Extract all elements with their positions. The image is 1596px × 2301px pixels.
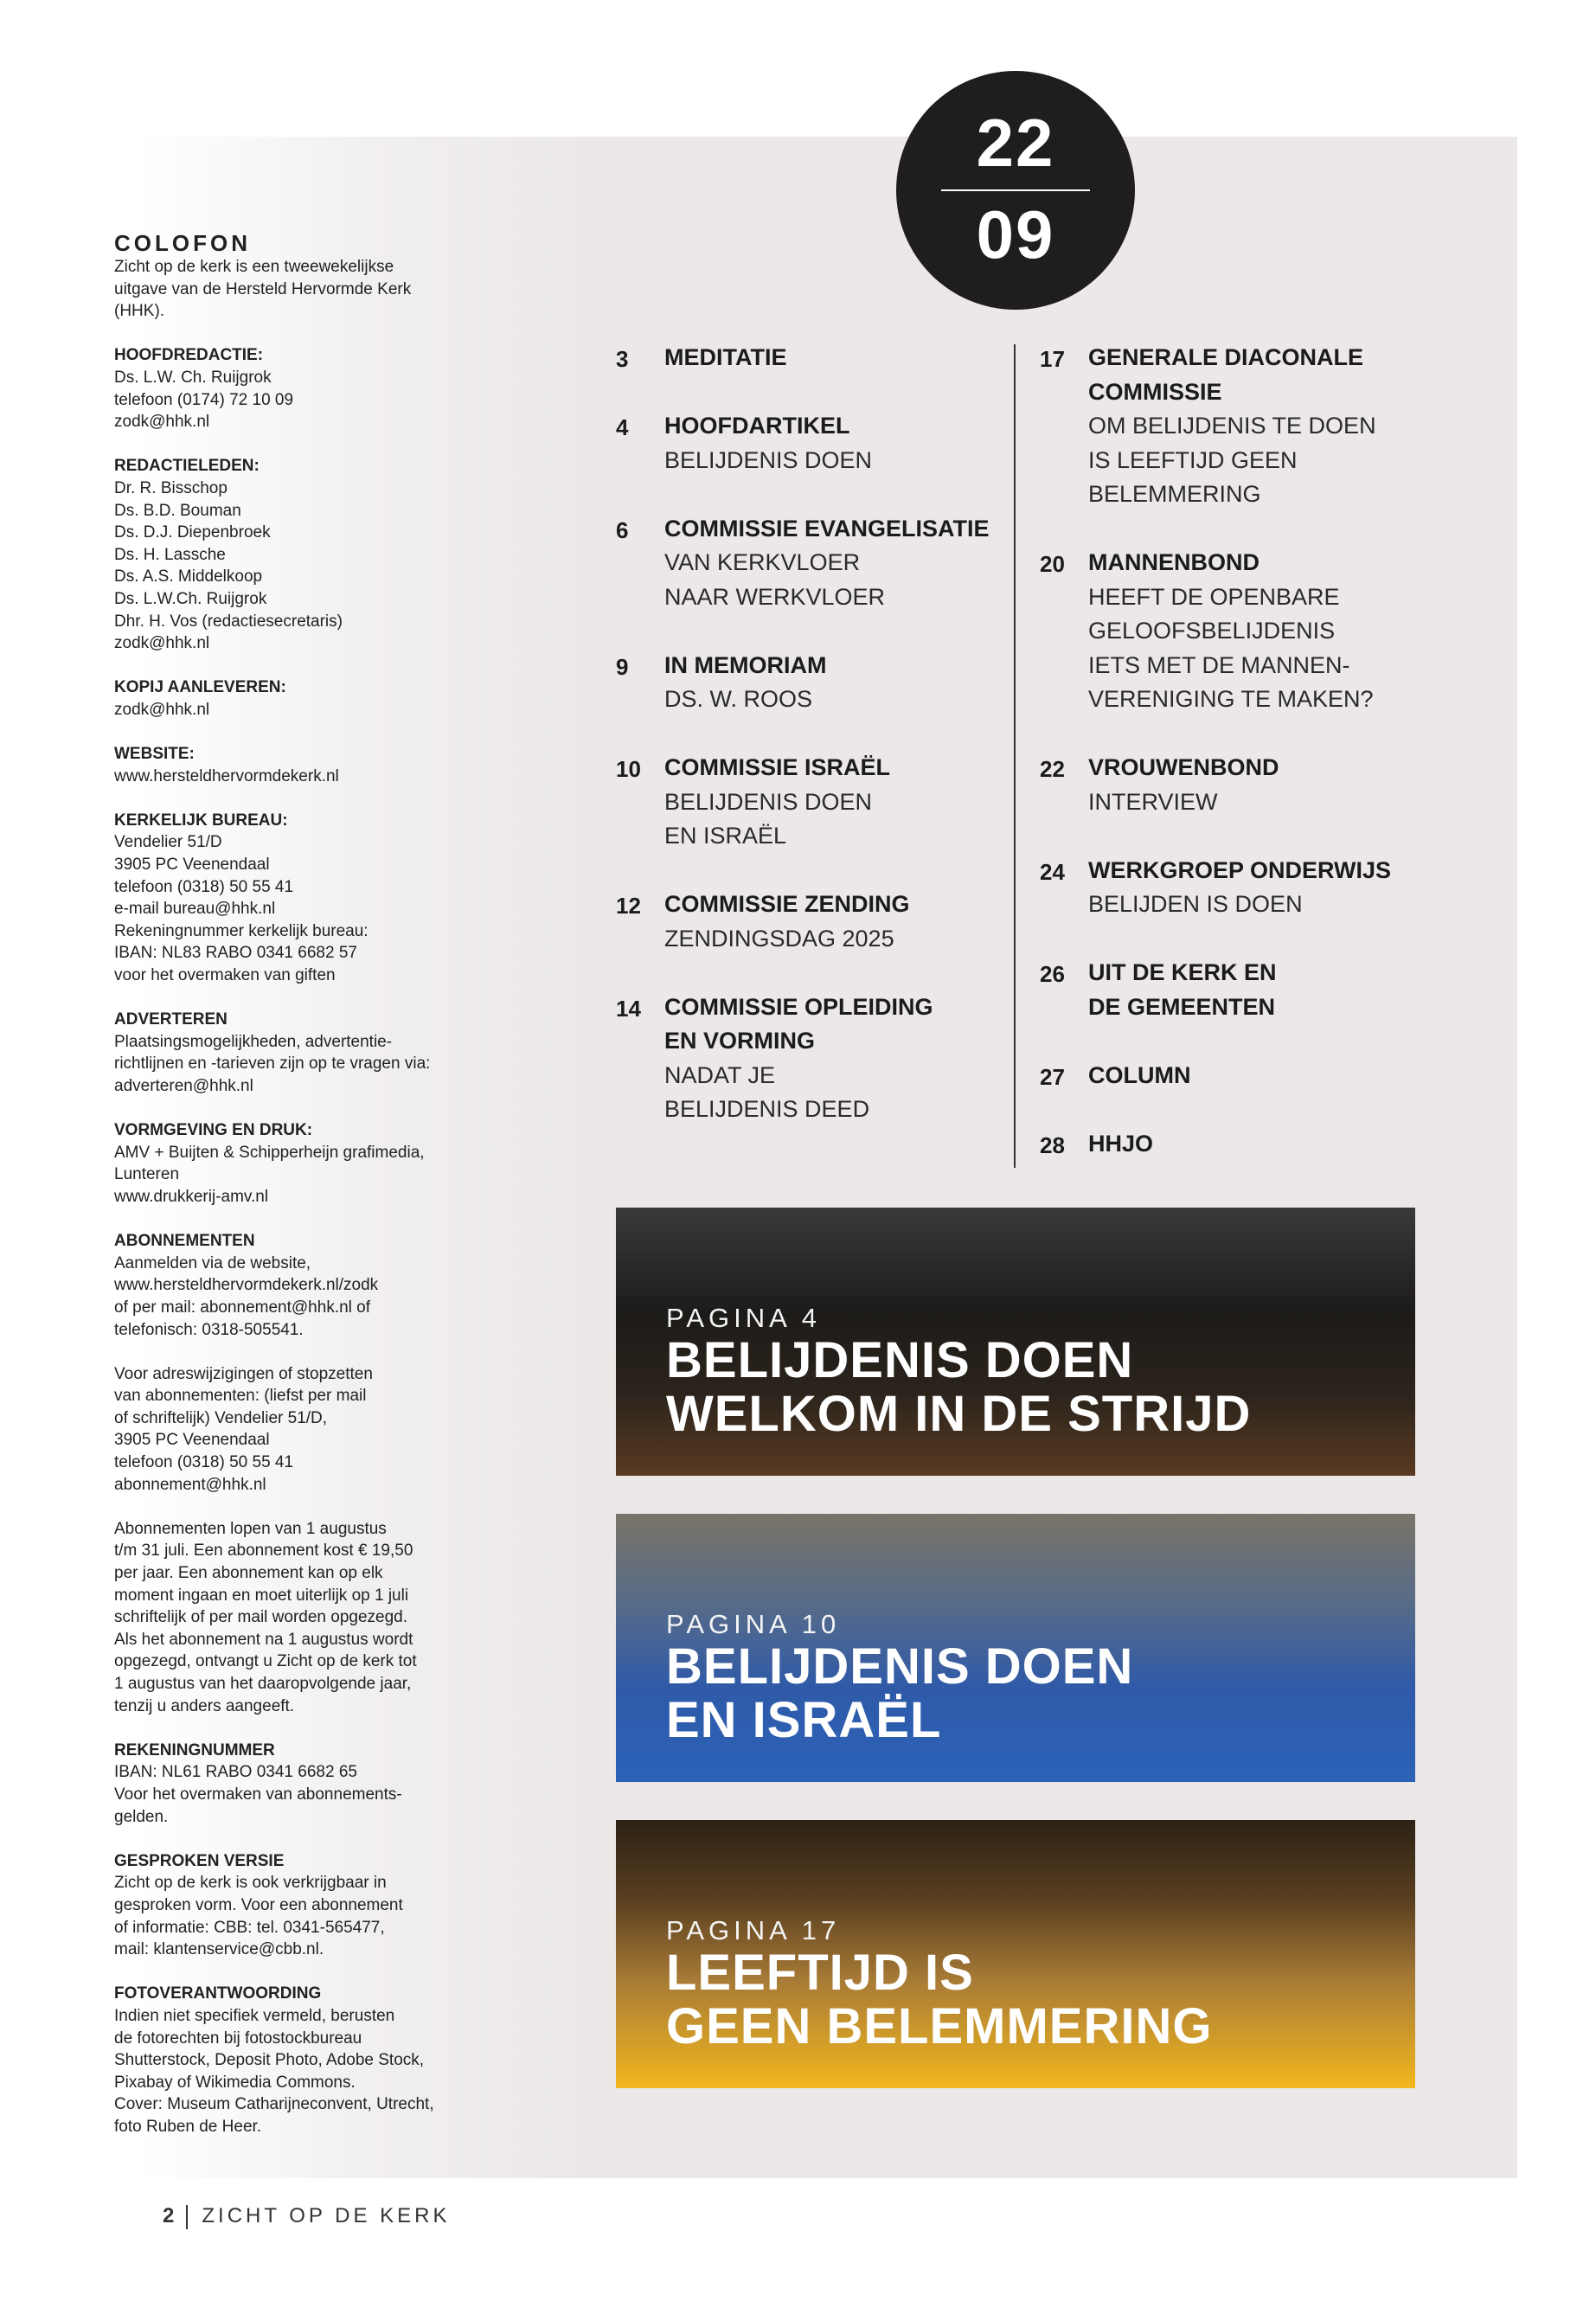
toc-entry-title: COMMISSIE OPLEIDING: [664, 993, 933, 1020]
colofon-line: Aanmelden via de website,: [114, 1253, 311, 1272]
toc-entry-title: MEDITATIE: [664, 344, 787, 370]
toc-entry-text: [1088, 1127, 1460, 1162]
toc-entry-subtitle: NADAT JE: [664, 1061, 776, 1088]
colofon-line: de fotorechten bij fotostockbureau: [114, 2029, 362, 2048]
colofon-line: Lunteren: [114, 1165, 180, 1184]
banner-headline-line: LEEFTIJD IS: [666, 1945, 974, 2001]
toc-entry-text: [1088, 1059, 1460, 1093]
toc-entry-title: MANNENBOND: [1088, 549, 1259, 575]
banner-page-17[interactable]: [616, 1820, 1415, 2088]
colofon-line: Ds. L.W.Ch. Ruijgrok: [114, 589, 267, 608]
colofon-section-title: GESPROKEN VERSIE: [114, 1851, 285, 1870]
colofon-line: Voor het overmaken van abonnements-: [114, 1785, 402, 1804]
colofon-line: 3905 PC Veenendaal: [114, 856, 270, 875]
colofon-line: telefoon (0318) 50 55 41: [114, 1453, 294, 1472]
toc-page-number: 9: [616, 653, 629, 680]
toc-entry-subtitle: BELEMMERING: [1088, 481, 1261, 507]
toc-entry-text: [664, 751, 1036, 854]
colofon-line: t/m 31 juli. Een abonnement kost € 19,50: [114, 1541, 413, 1561]
banner-headline-line: BELIJDENIS DOEN: [666, 1332, 1134, 1388]
toc-entry-subtitle: ZENDINGSDAG 2025: [664, 925, 894, 952]
toc-entry-title: COLUMN: [1088, 1061, 1191, 1088]
colofon-line: Vendelier 51/D: [114, 833, 222, 852]
toc-entry-subtitle: BELIJDENIS DOEN: [664, 446, 873, 473]
colofon-line: www.hersteldhervormdekerk.nl/zodk: [114, 1276, 379, 1295]
banner-kicker: PAGINA 10: [666, 1609, 841, 1639]
toc-entry-subtitle: INTERVIEW: [1088, 788, 1218, 815]
colofon-line: Indien niet specifiek vermeld, berusten: [114, 2006, 395, 2025]
colofon-line: Dhr. H. Vos (redactiesecretaris): [114, 612, 343, 631]
colofon-line: of schriftelijk) Vendelier 51/D,: [114, 1408, 328, 1427]
toc-entry-text: [664, 512, 1036, 615]
colofon-section-title: HOOFDREDACTIE:: [114, 346, 264, 365]
banner-headline-line: WELKOM IN DE STRIJD: [666, 1386, 1252, 1442]
issue-number: 09: [976, 196, 1055, 272]
colofon-line: Dr. R. Bisschop: [114, 478, 228, 497]
colofon-line: mail: klantenservice@cbb.nl.: [114, 1940, 324, 1959]
banner-kicker: PAGINA 17: [666, 1915, 841, 1945]
banner-headline-line: GEEN BELEMMERING: [666, 1998, 1213, 2054]
colofon-section-title: REDACTIELEDEN:: [114, 457, 260, 476]
colofon-sections: [114, 256, 478, 2138]
toc-entry-title: COMMISSIE ZENDING: [664, 891, 910, 917]
colofon-section: [114, 455, 478, 654]
colofon-line: Abonnementen lopen van 1 augustus: [114, 1519, 387, 1538]
toc-divider: [1014, 344, 1016, 1168]
toc-entry-title: HHJO: [1088, 1130, 1154, 1157]
colofon-line: Zicht op de kerk is ook verkrijgbaar in: [114, 1874, 387, 1893]
colofon-section-title: REKENINGNUMMER: [114, 1740, 275, 1759]
colofon-line: zodk@hhk.nl: [114, 700, 210, 719]
colofon-section-title: ADVERTEREN: [114, 1010, 228, 1029]
colofon-section: [114, 1518, 478, 1717]
toc-entry-subtitle: IS LEEFTIJD GEEN: [1088, 446, 1298, 473]
colofon-line: moment ingaan en moet uiterlijk op 1 juli: [114, 1586, 409, 1605]
toc-entry-subtitle: GELOOFSBELIJDENIS: [1088, 618, 1336, 644]
colofon-line: Ds. A.S. Middelkoop: [114, 567, 263, 586]
colofon-line: gesproken vorm. Voor een abonnement: [114, 1895, 403, 1914]
colofon-section-title: ABONNEMENTEN: [114, 1232, 255, 1251]
colofon-section: [114, 256, 478, 323]
colofon-line: www.drukkerij-amv.nl: [114, 1187, 269, 1206]
colofon-line: of per mail: abonnement@hhk.nl of: [114, 1298, 371, 1317]
colofon-line: gelden.: [114, 1807, 169, 1826]
footer-magazine-title: ZICHT OP DE KERK: [202, 2204, 451, 2227]
toc-page-number: 10: [616, 756, 641, 782]
toc-entry-text: [1088, 854, 1460, 922]
footer-page-number: 2: [163, 2204, 175, 2227]
toc-entry-subtitle: BELIJDENIS DOEN: [664, 788, 873, 815]
colofon-line: telefonisch: 0318-505541.: [114, 1320, 304, 1339]
colofon-line: foto Ruben de Heer.: [114, 2117, 262, 2136]
banner-headline-line: EN ISRAËL: [666, 1692, 942, 1748]
colofon-section: [114, 1850, 478, 1961]
colofon-line: opgezegd, ontvangt u Zicht op de kerk tot: [114, 1652, 417, 1671]
colofon-line: tenzij u anders aangeeft.: [114, 1696, 295, 1715]
colofon: [114, 230, 478, 2160]
colofon-section-title: KOPIJ AANLEVEREN:: [114, 678, 286, 697]
toc-entry-title: GENERALE DIACONALE: [1088, 344, 1364, 370]
banner-page-10[interactable]: [616, 1514, 1415, 1782]
colofon-line: Pixabay of Wikimedia Commons.: [114, 2073, 356, 2092]
toc-entry-subtitle: BELIJDENIS DEED: [664, 1096, 870, 1122]
toc-entry-title: IN MEMORIAM: [664, 651, 827, 678]
toc-page-number: 27: [1040, 1063, 1065, 1090]
colofon-line: Als het abonnement na 1 augustus wordt: [114, 1630, 413, 1649]
colofon-section-title: VORMGEVING EN DRUK:: [114, 1121, 313, 1140]
toc-entry-subtitle: OM BELIJDENIS TE DOEN: [1088, 413, 1376, 439]
toc-entry-title: DE GEMEENTEN: [1088, 993, 1276, 1020]
toc-entry-title: UIT DE KERK EN: [1088, 959, 1277, 985]
colofon-line: www.hersteldhervormdekerk.nl: [114, 766, 339, 785]
toc-page-number: 6: [616, 516, 629, 543]
toc-entry-subtitle: VERENIGING TE MAKEN?: [1088, 686, 1374, 712]
colofon-line: Shutterstock, Deposit Photo, Adobe Stock,: [114, 2051, 425, 2070]
colofon-section: [114, 1230, 478, 1341]
colofon-line: (HHK).: [114, 302, 165, 321]
colofon-line: Ds. H. Lassche: [114, 545, 226, 564]
toc-page-number: 26: [1040, 961, 1065, 987]
colofon-section: [114, 1009, 478, 1097]
colofon-section: [114, 676, 478, 721]
issue-badge: [896, 71, 1135, 310]
toc-entry-subtitle: EN ISRAËL: [664, 823, 787, 849]
colofon-line: schriftelijk of per mail worden opgezegd.: [114, 1608, 408, 1627]
colofon-line: e-mail bureau@hhk.nl: [114, 900, 276, 919]
colofon-line: zodk@hhk.nl: [114, 413, 210, 432]
toc-entry-text: [664, 409, 1036, 478]
toc-page-number: 28: [1040, 1131, 1065, 1158]
colofon-line: Zicht op de kerk is een tweewekelijkse: [114, 258, 394, 276]
colofon-line: IBAN: NL83 RABO 0341 6682 57: [114, 944, 357, 963]
colofon-line: Ds. L.W. Ch. Ruijgrok: [114, 368, 272, 387]
colofon-section: [114, 344, 478, 433]
toc-page-number: 24: [1040, 858, 1065, 885]
toc-page-number: 12: [616, 893, 641, 919]
colofon-line: van abonnementen: (liefst per mail: [114, 1387, 367, 1406]
colofon-line: telefoon (0174) 72 10 09: [114, 390, 294, 409]
toc-entry-title: EN VORMING: [664, 1028, 816, 1054]
colofon-line: IBAN: NL61 RABO 0341 6682 65: [114, 1763, 357, 1782]
colofon-section-title: WEBSITE:: [114, 745, 195, 764]
issue-divider: [941, 189, 1090, 191]
colofon-line: abonnement@hhk.nl: [114, 1475, 266, 1494]
toc-entry-title: HOOFDARTIKEL: [664, 413, 850, 439]
colofon-line: 3905 PC Veenendaal: [114, 1431, 270, 1450]
colofon-line: of informatie: CBB: tel. 0341-565477,: [114, 1918, 385, 1937]
colofon-section-title: KERKELIJK BUREAU:: [114, 811, 288, 830]
toc-entry-text: [1088, 546, 1460, 717]
toc-page-number: 17: [1040, 346, 1065, 372]
banner-headline: [666, 1334, 1251, 1441]
banner-kicker: PAGINA 4: [666, 1303, 821, 1333]
toc-entry-text: [664, 341, 1036, 375]
toc-entry-text: [1088, 341, 1460, 512]
issue-year: 22: [976, 105, 1055, 181]
colofon-line: voor het overmaken van giften: [114, 966, 336, 984]
toc-entry-subtitle: BELIJDEN IS DOEN: [1088, 891, 1303, 917]
colofon-line: uitgave van de Hersteld Hervormde Kerk: [114, 279, 412, 298]
banner-page-4[interactable]: [616, 1208, 1415, 1476]
toc-entry-subtitle: VAN KERKVLOER: [664, 549, 861, 575]
toc-entry-text: [1088, 751, 1460, 819]
colofon-section: [114, 810, 478, 987]
banner-headline: [666, 1946, 1213, 2054]
toc-entry-text: [1088, 956, 1460, 1024]
colofon-section: [114, 743, 478, 787]
toc-page-number: 4: [616, 414, 629, 440]
colofon-line: adverteren@hhk.nl: [114, 1076, 253, 1095]
footer-separator: [186, 2205, 188, 2229]
colofon-line: AMV + Buijten & Schipperheijn grafimedia,: [114, 1143, 425, 1162]
toc-entry-subtitle: DS. W. ROOS: [664, 686, 813, 712]
colofon-title: COLOFON: [114, 230, 251, 256]
toc-page-number: 14: [616, 995, 641, 1022]
toc-page-number: 3: [616, 346, 629, 372]
colofon-line: zodk@hhk.nl: [114, 634, 210, 653]
colofon-section: [114, 1740, 478, 1828]
colofon-line: Ds. B.D. Bouman: [114, 501, 241, 520]
toc-entry-title: COMMISSIE: [1088, 378, 1222, 405]
colofon-section: [114, 1363, 478, 1497]
colofon-line: Voor adreswijzigingen of stopzetten: [114, 1364, 373, 1383]
colofon-line: Ds. D.J. Diepenbroek: [114, 523, 271, 542]
toc-page-number: 20: [1040, 551, 1065, 577]
toc-entry-text: [664, 888, 1036, 956]
colofon-section: [114, 1983, 478, 2138]
banner-headline-line: BELIJDENIS DOEN: [666, 1638, 1134, 1695]
colofon-line: richtlijnen en -tarieven zijn op te vragen via:: [114, 1054, 431, 1074]
toc-entry-title: COMMISSIE ISRAËL: [664, 754, 891, 780]
toc-entry-title: COMMISSIE EVANGELISATIE: [664, 515, 990, 542]
colofon-section: [114, 1119, 478, 1208]
toc-entry-title: WERKGROEP ONDERWIJS: [1088, 856, 1392, 883]
colofon-line: telefoon (0318) 50 55 41: [114, 877, 294, 896]
toc-entry-text: [664, 990, 1036, 1127]
toc-entry-text: [664, 649, 1036, 717]
page-footer: [163, 2204, 451, 2229]
toc-entry-subtitle: NAAR WERKVLOER: [664, 583, 886, 610]
toc-page-number: 22: [1040, 756, 1065, 782]
colofon-line: Plaatsingsmogelijkheden, advertentie-: [114, 1032, 393, 1051]
toc-entry-subtitle: IETS MET DE MANNEN-: [1088, 651, 1350, 678]
colofon-line: Cover: Museum Catharijneconvent, Utrecht,: [114, 2095, 434, 2114]
toc-entry-subtitle: HEEFT DE OPENBARE: [1088, 583, 1340, 610]
toc-entry-title: VROUWENBOND: [1088, 754, 1279, 780]
colofon-line: Rekeningnummer kerkelijk bureau:: [114, 921, 369, 940]
banner-headline: [666, 1640, 1133, 1747]
colofon-line: 1 augustus van het daaropvolgende jaar,: [114, 1675, 412, 1693]
colofon-section-title: FOTOVERANTWOORDING: [114, 1984, 322, 2003]
colofon-line: per jaar. Een abonnement kan op elk: [114, 1564, 383, 1583]
